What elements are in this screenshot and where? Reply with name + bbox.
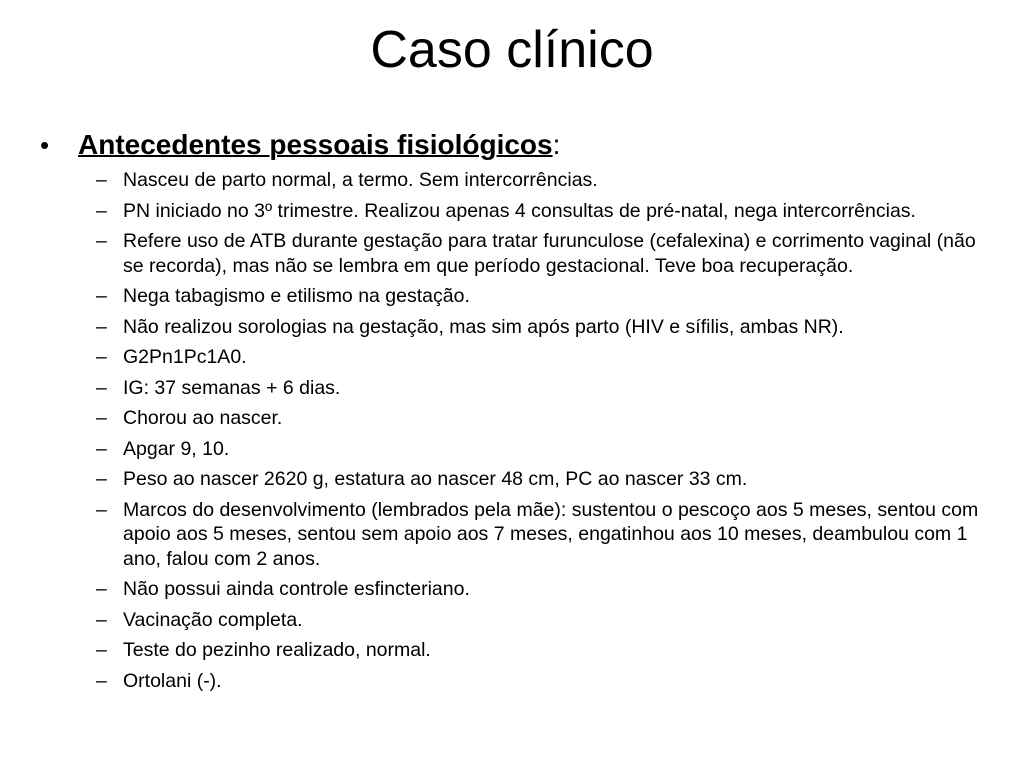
- dash-marker: –: [96, 608, 107, 631]
- heading-colon: :: [552, 129, 561, 160]
- list-item-text: Peso ao nascer 2620 g, estatura ao nascer 48 cm, PC ao nascer 33 cm.: [123, 468, 748, 490]
- list-item: [96, 315, 990, 340]
- dash-marker: –: [96, 199, 107, 222]
- list-item-text: Não realizou sorologias na gestação, mas sim após parto (HIV e sífilis, ambas NR).: [123, 315, 844, 338]
- list-item-text: Teste do pezinho realizado, normal.: [123, 639, 431, 661]
- list-item: [96, 345, 990, 370]
- list-item: [96, 406, 990, 431]
- list-item: [96, 577, 990, 602]
- dash-marker: –: [96, 407, 107, 429]
- list-item-text: Chorou ao nascer.: [123, 407, 283, 429]
- dash-marker: –: [96, 346, 107, 368]
- list-item: [96, 229, 990, 278]
- list-item-text: Apgar 9, 10.: [123, 437, 230, 460]
- list-item-text: PN iniciado no 3º trimestre. Realizou apenas 4 consultas de pré-natal, nega intercorrências.: [123, 199, 916, 222]
- slide-content: [40, 126, 990, 699]
- dash-marker: –: [96, 498, 107, 521]
- list-item-text: IG: 37 semanas + 6 dias.: [123, 376, 341, 399]
- list-item: [96, 199, 990, 224]
- dash-marker: –: [96, 315, 107, 338]
- dash-marker: –: [96, 285, 107, 307]
- dash-marker: –: [96, 468, 107, 490]
- list-item-text: Refere uso de ATB durante gestação para tratar furunculose (cefalexina) e corrimento vaginal (não se recorda), mas não se lembra em que período gestacional. Teve boa recuperação.: [123, 230, 976, 277]
- list-item: [96, 669, 990, 694]
- list-item-text: Ortolani (-).: [123, 669, 222, 692]
- slide-title: Caso clínico: [370, 21, 654, 79]
- list-item-text: Marcos do desenvolvimento (lembrados pela mãe): sustentou o pescoço aos 5 meses, sentou com apoio aos 5 meses, sentou sem apoio aos 7 meses, engatinhou aos 10 meses, deambulou com 1 ano, falou com 2 anos.: [123, 498, 979, 570]
- section-heading: Antecedentes pessoais fisiológicos: [78, 129, 553, 160]
- list-item-text: Nasceu de parto normal, a termo. Sem intercorrências.: [123, 169, 598, 191]
- list-item-text: G2Pn1Pc1A0.: [123, 346, 247, 368]
- bullet-marker: •: [40, 130, 50, 160]
- dash-marker: –: [96, 578, 107, 600]
- bullet-heading-line: [78, 126, 560, 164]
- list-item: [96, 284, 990, 309]
- dash-marker: –: [96, 669, 107, 692]
- main-bullet: [40, 126, 990, 164]
- list-item: [96, 608, 990, 633]
- list-item: [96, 467, 990, 492]
- dash-marker: –: [96, 376, 107, 399]
- list-item: [96, 437, 990, 462]
- list-item-text: Nega tabagismo e etilismo na gestação.: [123, 285, 470, 307]
- list-item: [96, 168, 990, 193]
- sub-bullet-list: [40, 168, 990, 693]
- dash-marker: –: [96, 230, 107, 252]
- dash-marker: –: [96, 169, 107, 191]
- list-item-text: Não possui ainda controle esfincteriano.: [123, 578, 470, 600]
- list-item-text: Vacinação completa.: [123, 608, 303, 631]
- list-item: [96, 376, 990, 401]
- list-item: [96, 638, 990, 663]
- dash-marker: –: [96, 639, 107, 661]
- dash-marker: –: [96, 437, 107, 460]
- list-item: [96, 498, 990, 572]
